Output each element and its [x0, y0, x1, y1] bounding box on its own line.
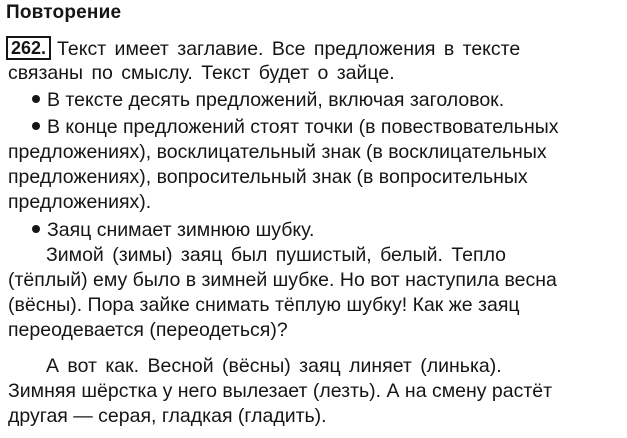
exercise-number: 262. [6, 36, 51, 60]
story-line-3: (вёсны). Пора зайке снимать тёплую шубку! Как же заяц [8, 294, 520, 316]
text-line-5: предложениях), восклицательный знак (в восклицательных [8, 141, 547, 163]
text-line-6: предложениях), вопросительный знак (в вопросительных [8, 166, 528, 188]
text-line-7: предложениях). [8, 191, 152, 213]
bullet-icon [32, 122, 40, 130]
bullet-icon [32, 95, 40, 103]
story-line-6: Зимняя шёрстка у него вылезает (лезть). А на смену растёт [8, 380, 553, 402]
text-line-1 [6, 36, 520, 61]
text-line-2: связаны по смыслу. Текст будет о зайце. [8, 62, 395, 84]
bullet-icon [32, 225, 40, 233]
section-title: Повторение [6, 2, 122, 23]
bullet-text: Заяц снимает зимнюю шубку. [47, 219, 315, 241]
bullet-item-2 [32, 115, 559, 139]
story-line-1: Зимой (зимы) заяц был пушистый, белый. Тепло [46, 244, 507, 266]
story-line-4: переодевается (переодеться)? [8, 319, 288, 341]
story-line-5: А вот как. Весной (вёсны) заяц линяет (линька). [46, 355, 502, 377]
bullet-item-1 [32, 88, 504, 112]
story-line-7: другая — серая, гладкая (гладить). [8, 405, 327, 427]
line-text: Текст имеет заглавие. Все предложения в тексте [57, 38, 521, 60]
bullet-item-3 [32, 218, 314, 242]
story-line-2: (тёплый) ему было в зимней шубке. Но вот наступила весна [8, 269, 557, 291]
bullet-text: В тексте десять предложений, включая заголовок. [47, 89, 505, 111]
bullet-text: В конце предложений стоят точки (в повествовательных [47, 116, 559, 138]
